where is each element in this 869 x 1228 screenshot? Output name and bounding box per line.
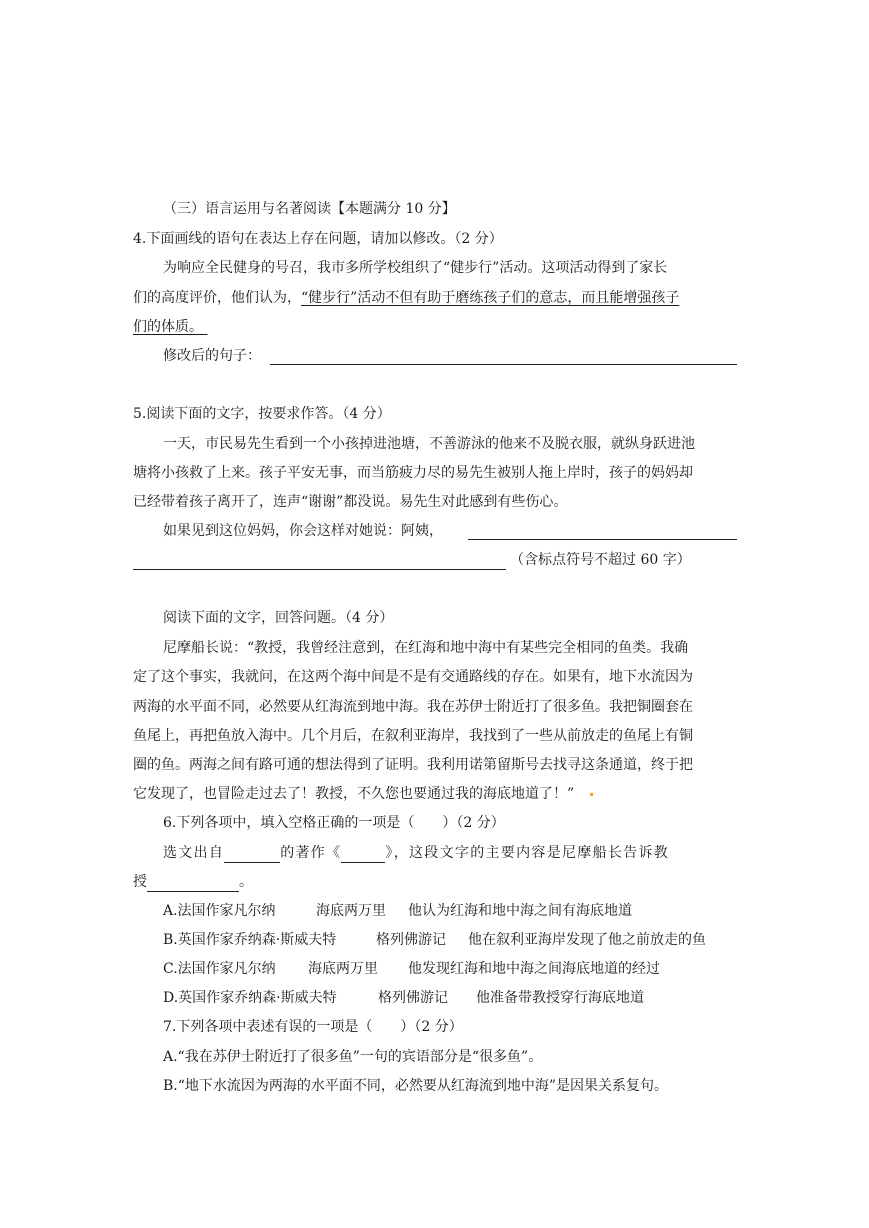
q6-stem-part2: 的著作《: [280, 845, 342, 861]
q6-option-c-desc: 他发现红海和地中海之间海底地道的经过: [408, 961, 660, 977]
q4-answer-row: [163, 346, 261, 366]
q6-option-d-label: D.英国作家乔纳森·斯威夫特: [163, 990, 337, 1006]
q4-para-line3: [133, 317, 207, 337]
q6-stem-line2-end: 。: [239, 874, 253, 890]
reading-line-5: 圈的鱼。两海之间有路可通的想法得到了证明。我利用诺第留斯号去找寻这条通道，终于把: [133, 757, 693, 773]
section-heading: （三）语言运用与名著阅读【本题满分 10 分】: [163, 201, 456, 217]
q6-option-d-desc: 他准备带教授穿行海底地道: [476, 990, 644, 1006]
q5-prompt: 5.阅读下面的文字，按要求作答。（4 分）: [133, 406, 391, 422]
q7-option-b[interactable]: B.“地下水流因为两海的水平面不同，必然要从红海流到地中海”是因果关系复句。: [163, 1078, 669, 1094]
stray-mark: [590, 793, 593, 796]
q6-author-blank[interactable]: [224, 846, 280, 863]
q6-option-a-desc: 他认为红海和地中海之间有海底地道: [408, 903, 632, 919]
reading-line-6-text: 它发现了，也冒险走过去了！教授，不久您也要通过我的海底地道了！”: [133, 786, 575, 802]
q4-answer-blank[interactable]: [270, 348, 737, 365]
q4-underlined-sentence-part2: 们的体质。: [133, 319, 203, 335]
q4-para-line1-text: 为响应全民健身的号召，我市多所学校组织了“健步行”活动。这项活动得到了家长: [163, 260, 668, 276]
reading-line-4: 鱼尾上，再把鱼放入海中。几个月后，在叙利亚海岸，我找到了一些从前放走的鱼尾上有铜: [133, 728, 693, 744]
q4-para-line1: [163, 258, 667, 278]
q6-option-a-label: A.法国作家凡尔纳: [163, 903, 276, 919]
q6-option-b-desc: 他在叙利亚海岸发现了他之前放走的鱼: [468, 932, 706, 948]
q6-option-a-book: 海底两万里: [316, 903, 386, 919]
q7-option-a[interactable]: A.“我在苏伊士附近打了很多鱼”一句的宾语部分是“很多鱼”。: [163, 1049, 543, 1065]
q6-option-c-label: C.法国作家凡尔纳: [163, 961, 276, 977]
q6-stem-line1: [163, 843, 669, 863]
q7-prompt: 7.下列各项中表述有误的一项是（ ）（2 分）: [163, 1019, 463, 1035]
q6-prompt: 6.下列各项中，填入空格正确的一项是（ ）（2 分）: [163, 815, 505, 831]
q6-stem-line2-start: 授: [133, 874, 147, 890]
q5-para-line3: 已经带着孩子离开了，连声“谢谢”都没说。易先生对此感到有些伤心。: [133, 494, 568, 510]
q6-option-a[interactable]: [163, 901, 632, 921]
q6-option-d[interactable]: [163, 988, 644, 1008]
q6-book-blank[interactable]: [341, 846, 385, 863]
q6-option-b-book: 格列佛游记: [376, 932, 446, 948]
q6-stem-line2: [133, 872, 253, 892]
q4-para-line2: [133, 288, 679, 308]
q6-content-blank[interactable]: [147, 875, 239, 892]
q5-answer-blank-line2[interactable]: [133, 553, 506, 570]
q6-option-d-book: 格列佛游记: [378, 990, 448, 1006]
q6-option-c[interactable]: [163, 959, 660, 979]
reading-prompt: 阅读下面的文字，回答问题。（4 分）: [163, 610, 394, 626]
reading-line-6: [133, 784, 593, 804]
reading-line-3: 两海的水平面不同，必然要从红海流到地中海。我在苏伊士附近打了很多鱼。我把铜圈套在: [133, 699, 693, 715]
q6-option-b-label: B.英国作家乔纳森·斯威夫特: [163, 932, 337, 948]
q4-answer-label: 修改后的句子：: [163, 348, 261, 364]
q5-para-line2: 塘将小孩救了上来。孩子平安无事，而当筋疲力尽的易先生被别人拖上岸时，孩子的妈妈却: [133, 465, 693, 481]
q6-option-c-book: 海底两万里: [308, 961, 378, 977]
q5-para-line1: 一天，市民易先生看到一个小孩掉进池塘，不善游泳的他来不及脱衣服，就纵身跃进池: [163, 436, 695, 452]
q6-stem-part3: 》，这段文字的主要内容是尼摩船长告诉教: [385, 845, 670, 861]
q4-prompt: 4.下面画线的语句在表达上存在问题，请加以修改。（2 分）: [133, 231, 503, 247]
q5-answer-note: （含标点符号不超过 60 字）: [510, 552, 691, 568]
q6-stem-part1: 选文出自: [163, 845, 225, 861]
q4-underlined-sentence-part1: “健步行”活动不但有助于磨练孩子们的意志，而且能增强孩子: [301, 290, 680, 306]
q5-answer-blank-line1[interactable]: [468, 523, 737, 540]
q5-answer-label: 如果见到这位妈妈，你会这样对她说：阿姨，: [163, 523, 443, 539]
reading-line-2: 定了这个事实，我就问，在这两个海中间是不是有交通路线的存在。如果有，地下水流因为: [133, 669, 693, 685]
q4-para-line2-plain: 们的高度评价，他们认为，: [133, 290, 301, 306]
reading-line-1: 尼摩船长说：“教授，我曾经注意到，在红海和地中海中有某些完全相同的鱼类。我确: [163, 640, 689, 656]
q6-option-b[interactable]: [163, 930, 743, 950]
